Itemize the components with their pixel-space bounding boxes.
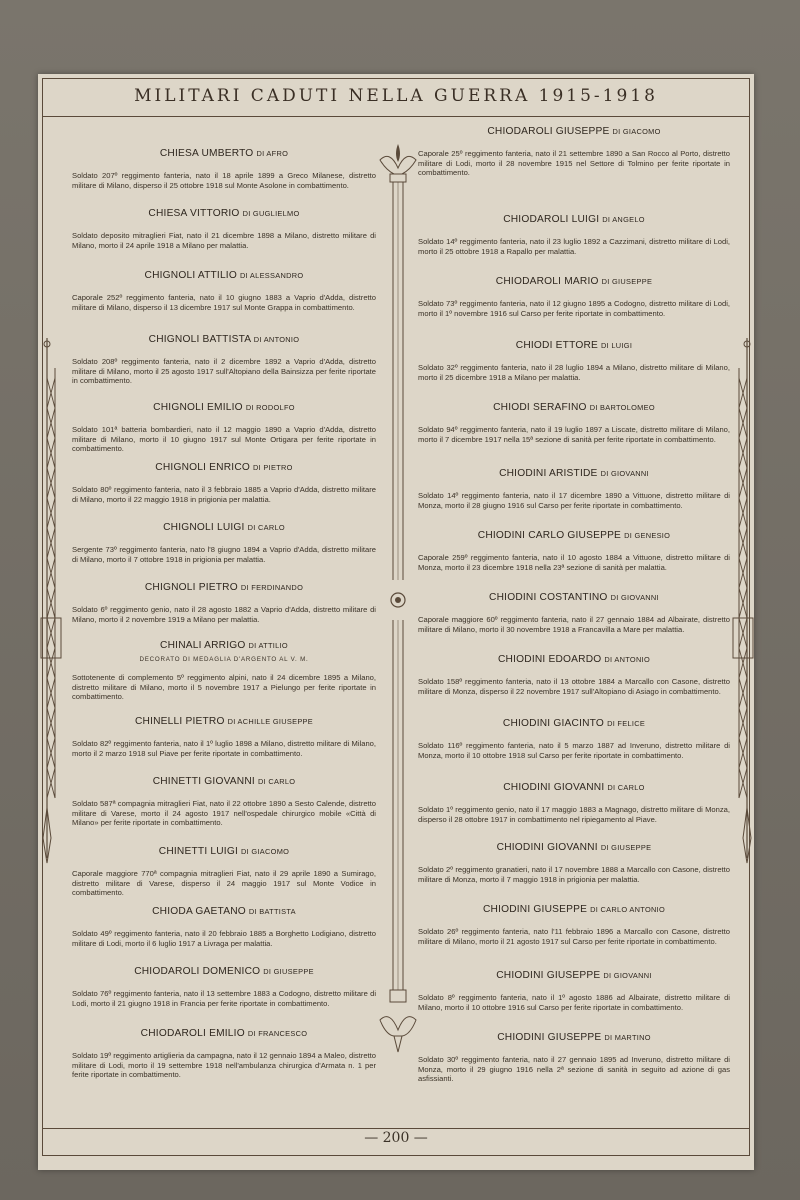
entry-chiodaroli-mario [418, 276, 730, 318]
footer-rule [42, 1128, 750, 1129]
entry-description: Soldato 80º reggimento fanteria, nato il 3 febbraio 1885 a Vaprio d'Adda, distretto militare di Milano, morto il 22 maggio 1918 in prigionia per malattia. [72, 485, 376, 504]
entry-name: CHIODAROLI GIUSEPPE DI GIACOMO [487, 126, 661, 137]
entry-name: CHIGNOLI BATTISTA DI ANTONIO [148, 334, 300, 345]
entry-name: CHIODA GAETANO DI BATTISTA [152, 906, 296, 917]
header-rule [42, 116, 750, 117]
entry-chignoli-enrico [72, 462, 376, 504]
entry-description: Soldato 30º reggimento fanteria, nato il 27 gennaio 1895 ad Inveruno, distretto militare di Monza, morto il 29 giugno 1916 nella 2ª sezione di sanità in seguito ad azione di gas asfissianti. [418, 1055, 730, 1083]
page-title: MILITARI CADUTI NELLA GUERRA 1915-1918 [134, 86, 658, 106]
medal-note: DECORATO DI MEDAGLIA D'ARGENTO AL V. M. [139, 656, 309, 663]
entry-description: Soldato 2º reggimento granatieri, nato il 17 novembre 1888 a Marcallo con Casone, distretto militare di Monza, morto il 7 maggio 1918 in prigionia per malattia. [418, 865, 730, 884]
entry-description: Caporale 252º reggimento fanteria, nato il 10 giugno 1883 a Vaprio d'Adda, distretto militare di Milano, disperso il 13 dicembre 1917 sul Monte Grappa in combattimento. [72, 293, 376, 312]
entry-chinetti-luigi [72, 846, 376, 898]
entry-description: Soldato 82º reggimento fanteria, nato il 1º luglio 1898 a Milano, distretto militare di Milano, morto il 2 marzo 1918 sul Piave per ferite riportate in combattimento. [72, 739, 376, 758]
entry-description: Sergente 73º reggimento fanteria, nato l'8 giugno 1894 a Vaprio d'Adda, distretto militare di Milano, morto il 7 ottobre 1918 in prigionia per malattia. [72, 545, 376, 564]
entry-description: Soldato 8º reggimento fanteria, nato il 1º agosto 1886 ad Albairate, distretto militare di Milano, morto il 10 ottobre 1916 sul Carso per ferite riportate in combattimento. [418, 993, 730, 1012]
entry-description: Soldato 158º reggimento fanteria, nato il 13 ottobre 1884 a Marcallo con Casone, distretto militare di Monza, disperso il 22 novembre 1917 sull'Altopiano di Asiago in combattimento. [418, 677, 730, 696]
entry-name: CHIGNOLI EMILIO DI RODOLFO [153, 402, 295, 413]
entry-name: CHIODINI GIOVANNI DI GIUSEPPE [496, 842, 652, 853]
entry-description: Soldato 116º reggimento fanteria, nato il 5 marzo 1887 ad Inveruno, distretto militare di Monza, morto il 10 ottobre 1918 sul Carso per ferite riportate in combattimento. [418, 741, 730, 760]
entry-chiodaroli-giuseppe [418, 126, 730, 178]
entry-chiodini-giacinto [418, 718, 730, 760]
entry-chiodini-costantino [418, 592, 730, 634]
entry-description: Soldato 94º reggimento fanteria, nato il 19 luglio 1897 a Liscate, distretto militare di Milano, morto il 7 dicembre 1917 nella 15ª sezione di sanità per ferite riportate in combattimento. [418, 425, 730, 444]
entry-name: CHIGNOLI LUIGI DI CARLO [163, 522, 285, 533]
entry-chiodini-giuseppe-martino [418, 1032, 730, 1084]
entry-name: CHIODINI CARLO GIUSEPPE DI GENESIO [477, 530, 671, 541]
entry-chignoli-emilio [72, 402, 376, 454]
entry-description: Soldato 1º reggimento genio, nato il 17 maggio 1883 a Magnago, distretto militare di Monza, disperso il 28 ottobre 1917 in combattimento nel ripiegamento al Piave. [418, 805, 730, 824]
entry-name: CHINETTI LUIGI DI GIACOMO [158, 846, 290, 857]
entry-name: CHIESA UMBERTO DI AFRO [159, 148, 289, 159]
entry-chignoli-pietro [72, 582, 376, 624]
entry-chiodini-carlo-giuseppe [418, 530, 730, 572]
entry-name: CHIODAROLI DOMENICO DI GIUSEPPE [134, 966, 314, 977]
entry-description: Sottotenente di complemento 5º reggimento alpini, nato il 24 dicembre 1895 a Milano, distretto militare di Milano, morto il 5 novembre 1917 a Pielungo per ferite riportate in combattimento. [72, 673, 376, 701]
entry-chiodini-giovanni-carlo [418, 782, 730, 824]
entry-chiodini-giovanni-giuseppe [418, 842, 730, 884]
entry-chiodaroli-domenico [72, 966, 376, 1008]
entry-name: CHIGNOLI PIETRO DI FERDINANDO [144, 582, 304, 593]
entry-name: CHIODINI ARISTIDE DI GIOVANNI [499, 468, 649, 479]
entry-description: Caporale 259º reggimento fanteria, nato il 10 agosto 1884 a Vittuone, distretto militare di Monza, morto il 23 dicembre 1918 nella 23ª sezione di sanità per malattia. [418, 553, 730, 572]
entry-name: CHIODAROLI MARIO DI GIUSEPPE [495, 276, 653, 287]
entry-chiodini-giuseppe-giovanni [418, 970, 730, 1012]
entry-name: CHINETTI GIOVANNI DI CARLO [152, 776, 296, 787]
entry-description: Soldato 19º reggimento artiglieria da campagna, nato il 12 gennaio 1894 a Maleo, distretto militare di Lodi, morto il 19 settembre 1918 nell'ambulanza chirurgica d'Armata n. 1 per ferite riportate in combattimento. [72, 1051, 376, 1079]
left-flagpole-ornament [38, 338, 64, 868]
entry-name: CHIODINI GIUSEPPE DI CARLO ANTONIO [482, 904, 666, 915]
entry-name: CHIGNOLI ENRICO DI PIETRO [155, 462, 293, 473]
entry-name: CHIESA VITTORIO DI GUGLIELMO [148, 208, 300, 219]
entry-description: Soldato 26º reggimento fanteria, nato l'11 febbraio 1896 a Marcallo con Casone, distretto militare di Milano, morto il 21 agosto 1917 sul Carso per ferite riportate in combattimento. [418, 927, 730, 946]
entry-description: Caporale maggiore 60º reggimento fanteria, nato il 27 gennaio 1884 ad Albairate, distretto militare di Milano, morto il 30 novembre 1918 a Francavilla a Mare per malattia. [418, 615, 730, 634]
entry-chignoli-battista [72, 334, 376, 386]
entry-chiodini-edoardo [418, 654, 730, 696]
entry-description: Soldato 208º reggimento fanteria, nato il 2 dicembre 1892 a Vaprio d'Adda, distretto militare di Milano, morto il 25 agosto 1917 sull'Altopiano della Bainsizza per ferite riportate in combattimento. [72, 357, 376, 385]
entry-name: CHIODINI GIUSEPPE DI GIOVANNI [496, 970, 652, 981]
right-flagpole-ornament [730, 338, 756, 868]
entry-chiodi-serafino [418, 402, 730, 444]
entry-description: Caporale maggiore 770ª compagnia mitraglieri Fiat, nato il 29 aprile 1890 a Sumirago, distretto militare di Varese, disperso il 24 maggio 1917 sul Monte Vodice in combattimento. [72, 869, 376, 897]
entry-chinali-arrigo [72, 640, 376, 702]
entry-description: Soldato 49º reggimento fanteria, nato il 20 febbraio 1885 a Borghetto Lodigiano, distretto militare di Lodi, morto il 6 luglio 1917 a Livraga per malattia. [72, 929, 376, 948]
entry-chiodini-aristide [418, 468, 730, 510]
entry-description: Soldato 207º reggimento fanteria, nato il 18 aprile 1899 a Greco Milanese, distretto militare di Milano, disperso il 25 ottobre 1918 sul Monte Asolone in combattimento. [72, 171, 376, 190]
entry-chioda-gaetano [72, 906, 376, 948]
entry-description: Caporale 25º reggimento fanteria, nato il 21 settembre 1890 a San Rocco al Porto, distretto militare di Lodi, morto il 28 novembre 1915 nel Settore di Tolmino per ferite riportate in combattimento. [418, 149, 730, 177]
entry-description: Soldato 101ª batteria bombardieri, nato il 12 maggio 1890 a Vaprio d'Adda, distretto militare di Milano, morto il 10 giugno 1917 sul Monte Ortigara per ferite riportate in combattimento. [72, 425, 376, 453]
entry-name: CHIODI SERAFINO DI BARTOLOMEO [493, 402, 655, 413]
entry-description: Soldato 73º reggimento fanteria, nato il 12 giugno 1895 a Codogno, distretto militare di Lodi, morto il 1º novembre 1916 sul Carso per ferite riportate in combattimento. [418, 299, 730, 318]
entry-name: CHINALI ARRIGO DI ATTILIO [160, 640, 288, 651]
entry-chiodi-ettore [418, 340, 730, 382]
entry-description: Soldato 76º reggimento fanteria, nato il 13 settembre 1883 a Codogno, distretto militare di Lodi, morto il 21 giugno 1918 in Francia per ferite riportate in combattimento. [72, 989, 376, 1008]
entry-name: CHIODINI COSTANTINO DI GIOVANNI [489, 592, 659, 603]
entry-description: Soldato 587ª compagnia mitraglieri Fiat, nato il 22 ottobre 1890 a Sesto Calende, distretto militare di Varese, morto il 24 agosto 1917 nell'ospedale chirurgico mobile «Città di Milano» per ferite riportate in combattimento. [72, 799, 376, 827]
entry-chiodini-giuseppe-carlo-antonio [418, 904, 730, 946]
entry-description: Soldato deposito mitraglieri Fiat, nato il 21 dicembre 1898 a Milano, distretto militare di Milano, morto il 24 aprile 1918 a Milano per malattia. [72, 231, 376, 250]
entry-name: CHIGNOLI ATTILIO DI ALESSANDRO [144, 270, 304, 281]
entry-chinelli-pietro [72, 716, 376, 758]
entry-name: CHIODINI EDOARDO DI ANTONIO [498, 654, 650, 665]
entry-chignoli-luigi [72, 522, 376, 564]
page-number: — 200 — [364, 1130, 428, 1146]
entry-name: CHIODAROLI EMILIO DI FRANCESCO [140, 1028, 308, 1039]
entry-name: CHIODAROLI LUIGI DI ANGELO [503, 214, 645, 225]
entry-description: Soldato 14º reggimento fanteria, nato il 17 dicembre 1890 a Vittuone, distretto militare di Monza, morto il 28 giugno 1916 sul Carso per ferite riportate in combattimento. [418, 491, 730, 510]
entry-chiodaroli-emilio [72, 1028, 376, 1080]
entry-description: Soldato 6º reggimento genio, nato il 28 agosto 1882 a Vaprio d'Adda, distretto militare di Milano, morto il 2 novembre 1919 a Milano per malattia. [72, 605, 376, 624]
entry-description: Soldato 14º reggimento fanteria, nato il 23 luglio 1892 a Cazzimani, distretto militare di Lodi, morto il 25 ottobre 1918 a Rapallo per malattia. [418, 237, 730, 256]
entry-chignoli-attilio [72, 270, 376, 312]
entry-chinetti-giovanni [72, 776, 376, 828]
entry-name: CHIODINI GIACINTO DI FELICE [502, 718, 646, 729]
entry-description: Soldato 32º reggimento fanteria, nato il 28 luglio 1894 a Milano, distretto militare di Milano, morto il 25 dicembre 1918 a Milano per malattia. [418, 363, 730, 382]
entry-name: CHIODINI GIOVANNI DI CARLO [503, 782, 645, 793]
entry-chiodaroli-luigi [418, 214, 730, 256]
entry-name: CHIODINI GIUSEPPE DI MARTINO [497, 1032, 651, 1043]
entry-name: CHIODI ETTORE DI LUIGI [515, 340, 633, 351]
entry-chiesa-vittorio [72, 208, 376, 250]
entry-name: CHINELLI PIETRO DI ACHILLE GIUSEPPE [134, 716, 314, 727]
entry-chiesa-umberto [72, 148, 376, 190]
